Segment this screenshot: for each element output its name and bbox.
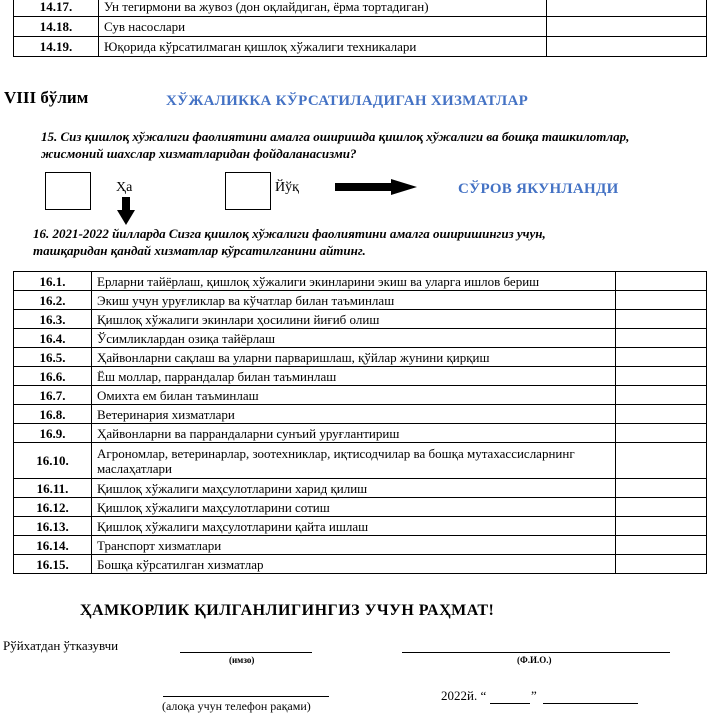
answer-cell[interactable] bbox=[616, 424, 707, 443]
no-checkbox[interactable] bbox=[225, 172, 271, 210]
fio-caption: (Ф.И.О.) bbox=[517, 655, 552, 665]
row-number: 14.19. bbox=[14, 37, 99, 57]
row-text: Омихта ем билан таъминлаш bbox=[92, 386, 616, 405]
row-text: Қишлоқ хўжалиги маҳсулотларини харид қилиш bbox=[92, 479, 616, 498]
row-number: 16.5. bbox=[14, 348, 92, 367]
phone-line[interactable] bbox=[163, 696, 329, 697]
row-text: Бошқа кўрсатилган хизматлар bbox=[92, 555, 616, 574]
fio-line[interactable] bbox=[402, 652, 670, 653]
table-row bbox=[14, 291, 707, 310]
table-row bbox=[14, 348, 707, 367]
row-number: 16.7. bbox=[14, 386, 92, 405]
thanks-message: ҲАМКОРЛИК ҚИЛГАНЛИГИНГИЗ УЧУН РАҲМАТ! bbox=[80, 602, 495, 619]
row-text: Ветеринария хизматлари bbox=[92, 405, 616, 424]
yes-label: Ҳа bbox=[116, 180, 133, 195]
row-number: 16.2. bbox=[14, 291, 92, 310]
signature-line[interactable] bbox=[180, 652, 312, 653]
right-arrow-icon bbox=[335, 179, 417, 195]
row-text: Сув насослари bbox=[99, 17, 547, 37]
row-text: Юқорида кўрсатилмаган қишлоқ хўжалиги техникалари bbox=[99, 37, 547, 57]
row-number: 16.14. bbox=[14, 536, 92, 555]
question-16-line2: ташқаридан қандай хизматлар кўрсатилганини айтинг. bbox=[33, 243, 366, 258]
yes-checkbox[interactable] bbox=[45, 172, 91, 210]
row-text: Қишлоқ хўжалиги маҳсулотларини қайта ишлаш bbox=[92, 517, 616, 536]
table-row bbox=[14, 443, 707, 479]
row-text: Ҳайвонларни сақлаш ва уларни парваришлаш, қўйлар жунини қирқиш bbox=[92, 348, 616, 367]
row-text: Агрономлар, ветеринарлар, зоотехниклар, иқтисодчилар ва бошқа мутахассисларнинг маслаҳатлари bbox=[92, 443, 616, 479]
row-number: 16.11. bbox=[14, 479, 92, 498]
row-number: 16.10. bbox=[14, 443, 92, 479]
answer-cell[interactable] bbox=[616, 555, 707, 574]
year-label: 2022й. “ bbox=[441, 688, 487, 703]
answer-cell[interactable] bbox=[616, 272, 707, 291]
table-row bbox=[14, 367, 707, 386]
row-number: 14.17. bbox=[14, 0, 99, 17]
row-number: 16.1. bbox=[14, 272, 92, 291]
question-15 bbox=[41, 128, 629, 162]
row-text: Транспорт хизматлари bbox=[92, 536, 616, 555]
answer-cell[interactable] bbox=[547, 17, 707, 37]
table-row bbox=[14, 424, 707, 443]
table-row bbox=[14, 498, 707, 517]
row-text: Ёш моллар, паррандалар билан таъминлаш bbox=[92, 367, 616, 386]
phone-caption: (алоқа учун телефон рақами) bbox=[162, 699, 311, 713]
row-text: Ун тегирмони ва жувоз (дон оқлайдиган, ёрма тортадиган) bbox=[99, 0, 547, 17]
table-row bbox=[14, 310, 707, 329]
answer-cell[interactable] bbox=[616, 329, 707, 348]
table-row bbox=[14, 555, 707, 574]
row-number: 16.6. bbox=[14, 367, 92, 386]
row-number: 16.4. bbox=[14, 329, 92, 348]
row-number: 16.8. bbox=[14, 405, 92, 424]
table-row bbox=[14, 329, 707, 348]
section-label: VIII бўлим bbox=[4, 88, 89, 107]
row-text: Қишлоқ хўжалиги экинлари ҳосилини йиғиб олиш bbox=[92, 310, 616, 329]
table-row bbox=[14, 272, 707, 291]
answer-cell[interactable] bbox=[616, 291, 707, 310]
answer-cell[interactable] bbox=[616, 348, 707, 367]
row-text: Экиш учун уруғликлар ва кўчатлар билан таъминлаш bbox=[92, 291, 616, 310]
table-row bbox=[14, 479, 707, 498]
answer-cell[interactable] bbox=[547, 0, 707, 17]
row-number: 16.9. bbox=[14, 424, 92, 443]
table-row bbox=[14, 37, 707, 57]
month-line[interactable] bbox=[543, 703, 638, 704]
question-15-line2: жисмоний шахслар хизматларидан фойдаланасизми? bbox=[41, 146, 357, 161]
answer-cell[interactable] bbox=[616, 517, 707, 536]
table-row bbox=[14, 536, 707, 555]
answer-cell[interactable] bbox=[616, 405, 707, 424]
row-number: 16.12. bbox=[14, 498, 92, 517]
services-table bbox=[13, 271, 707, 574]
row-text: Ерларни тайёрлаш, қишлоқ хўжалиги экинларини экиш ва уларга ишлов бериш bbox=[92, 272, 616, 291]
row-text: Ўсимликлардан озиқа тайёрлаш bbox=[92, 329, 616, 348]
table-row bbox=[14, 517, 707, 536]
table-row bbox=[14, 0, 707, 17]
answer-cell[interactable] bbox=[616, 536, 707, 555]
registrar-label: Рўйхатдан ўтказувчи bbox=[3, 638, 119, 653]
day-line[interactable] bbox=[490, 703, 530, 704]
quote-close: ” bbox=[531, 688, 537, 703]
no-label: Йўқ bbox=[275, 180, 299, 195]
row-number: 16.13. bbox=[14, 517, 92, 536]
row-text: Ҳайвонларни ва паррандаларни сунъий уруғлантириш bbox=[92, 424, 616, 443]
survey-end-label: СЎРОВ ЯКУНЛАНДИ bbox=[458, 181, 619, 197]
question-16 bbox=[33, 225, 546, 259]
answer-cell[interactable] bbox=[616, 479, 707, 498]
answer-cell[interactable] bbox=[616, 386, 707, 405]
answer-cell[interactable] bbox=[616, 310, 707, 329]
row-number: 14.18. bbox=[14, 17, 99, 37]
row-text: Қишлоқ хўжалиги маҳсулотларини сотиш bbox=[92, 498, 616, 517]
question-15-line1: 15. Сиз қишлоқ хўжалиги фаолиятини амалга оширишда қишлоқ хўжалиги ва бошқа ташкилотлар, bbox=[41, 129, 630, 144]
question-16-line1: 16. 2021-2022 йилларда Сизга қишлоқ хўжалиги фаолиятини амалга оширишингиз учун, bbox=[33, 226, 546, 241]
down-arrow-icon bbox=[117, 197, 135, 225]
row-number: 16.3. bbox=[14, 310, 92, 329]
answer-cell[interactable] bbox=[547, 37, 707, 57]
answer-cell[interactable] bbox=[616, 443, 707, 479]
signature-caption: (имзо) bbox=[229, 655, 255, 665]
table-row bbox=[14, 386, 707, 405]
answer-cell[interactable] bbox=[616, 367, 707, 386]
table-row bbox=[14, 405, 707, 424]
row-number: 16.15. bbox=[14, 555, 92, 574]
answer-cell[interactable] bbox=[616, 498, 707, 517]
section-title: ХЎЖАЛИККА КЎРСАТИЛАДИГАН ХИЗМАТЛАР bbox=[166, 93, 529, 109]
table-row bbox=[14, 17, 707, 37]
equipment-table bbox=[13, 0, 707, 57]
